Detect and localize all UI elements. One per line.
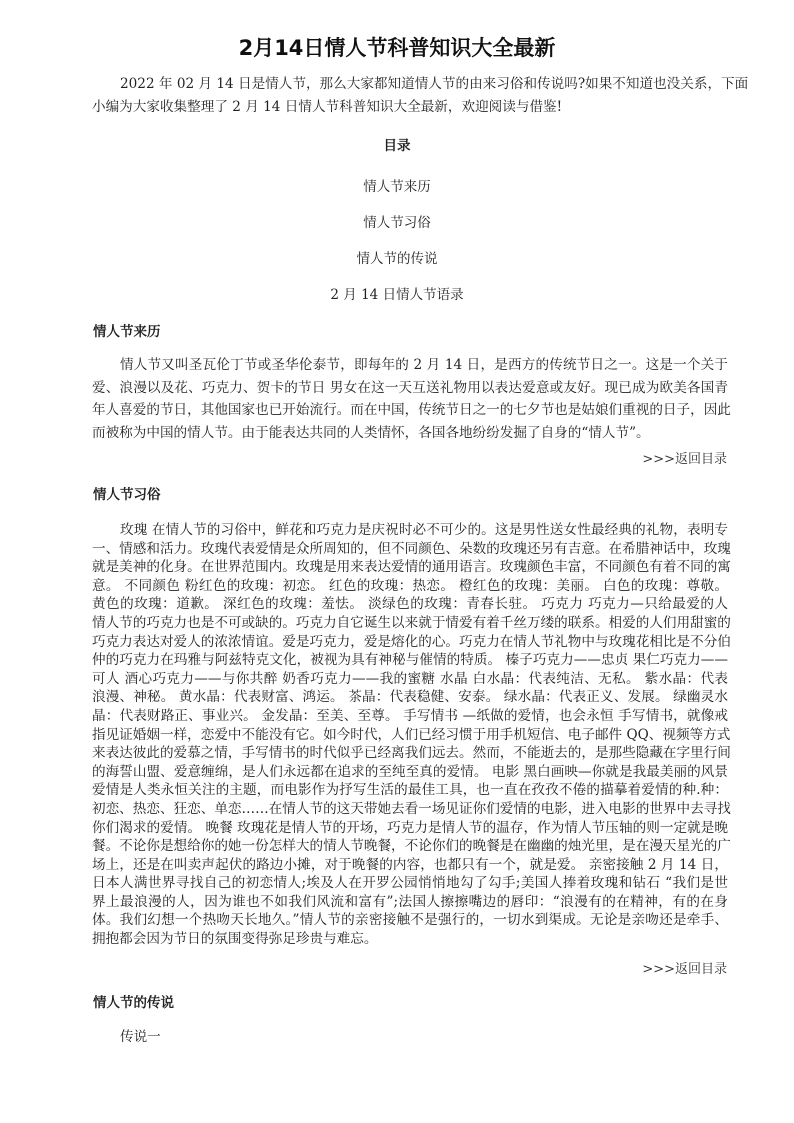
text-line: 情人节又叫圣瓦伦丁节或圣华伦泰节，即每年的 2 月 14 日，是西方的传统节日之一。这是一个关于 bbox=[120, 357, 728, 373]
text-line: 的海誓山盟、爱意缠绵，是人们永远都在追求的至纯至真的爱情。 电影 黑白画映—你就是我最美丽的风景 bbox=[92, 763, 728, 780]
section-heading-origin: 情人节来历 bbox=[93, 324, 161, 340]
text-line: 来表达彼此的爱慕之情，手写情书的时代似乎已经离我们远去。然而，不能逝去的，是那些隐藏在字里行间 bbox=[92, 745, 731, 762]
text-line: 体。我们幻想一个热吻天长地久。”情人节的亲密接触不是强行的，一切水到渠成。无论是亲吻还是牵手、 bbox=[92, 912, 728, 929]
back-to-toc-link[interactable]: >>>返回目录 bbox=[642, 962, 727, 977]
text-line: 拥抱都会因为节日的氛围变得弥足珍贵与难忘。 bbox=[92, 931, 378, 948]
text-line: 日本人满世界寻找自己的初恋情人;埃及人在开罗公园悄悄地勾了勾手;美国人捧着玫瑰和钻石 “我们是世 bbox=[92, 875, 728, 892]
section-paragraph-origin bbox=[92, 354, 731, 444]
text-line: 浪漫、神秘。 黄水晶：代表财富、鸿运。 茶晶：代表稳健、安泰。 绿水晶：代表正义、发展。 绿幽灵水 bbox=[92, 689, 728, 706]
text-line: 情人节的巧克力也是不可或缺的。巧克力自它诞生以来就于情爱有着千丝万缕的联系。相爱的人们用甜蜜的 bbox=[92, 614, 731, 631]
toc-item-origin[interactable]: 情人节来历 bbox=[363, 179, 431, 195]
text-line: 年人喜爱的节日，其他国家也已开始流行。而在中国，传统节日之一的七夕节也是姑娘们重视的日子，因此 bbox=[92, 402, 731, 419]
toc-item-customs[interactable]: 情人节习俗 bbox=[363, 215, 431, 231]
text-line: 意。 不同颜色 粉红色的玫瑰：初恋。 红色的玫瑰：热恋。 橙红色的玫瑰：美丽。 白色的玫瑰：尊敬。 bbox=[92, 577, 728, 594]
text-line: 场上，还是在叫卖声起伏的路边小摊，对于晚餐的内容，也都只有一个，就是爱。 亲密接触 2 月 14 日， bbox=[92, 856, 728, 873]
text-line: 你们渴求的爱情。 晚餐 玫瑰花是情人节的开场，巧克力是情人节的温存，作为情人节压轴的则一定就是晚 bbox=[92, 819, 728, 836]
section-paragraph-legends bbox=[92, 1026, 728, 1049]
text-line: 一、情感和活力。玫瑰代表爱情是众所周知的，但不同颜色、朵数的玫瑰还另有吉意。在希腊神话中，玫瑰 bbox=[92, 540, 731, 557]
text-line: 而被称为中国的情人节。由于能表达共同的人类情怀，各国各地纷纷发掘了自身的“情人节”。 bbox=[92, 424, 650, 441]
toc-item-quotes[interactable]: 2 月 14 日情人节语录 bbox=[330, 287, 464, 303]
text-line: 餐。不论你是想给你的她一份怎样大的情人节晚餐，不论你们的晚餐是在幽幽的烛光里，是在漫天星光的广 bbox=[92, 838, 731, 855]
document-title: 2月14日情人节科普知识大全最新 bbox=[238, 36, 556, 60]
text-line: 可人 酒心巧克力——与你共醉 奶香巧克力——我的蜜糖 水晶 白水晶：代表纯洁、无私。 紫水晶：代表 bbox=[92, 670, 728, 687]
toc-heading: 目录 bbox=[383, 138, 411, 154]
back-to-toc-link[interactable]: >>>返回目录 bbox=[642, 452, 727, 467]
text-line: 爱情是人类永恒关注的主题，而电影作为抒写生活的最佳工具，也一直在孜孜不倦的描摹着爱情的种.种： bbox=[92, 782, 728, 799]
text-line: 界上最浪漫的人，因为谁也不如我们风流和富有”;法国人擦擦嘴边的唇印：“浪漫有的在精神，有的在身 bbox=[92, 893, 728, 910]
text-line: 仲的巧克力在玛雅与阿兹特克文化，被视为具有神秘与催情的特质。 榛子巧克力——忠贞 果仁巧克力—— bbox=[92, 652, 728, 669]
text-line: 黄色的玫瑰：道歉。 深红色的玫瑰：羞怯。 淡绿色的玫瑰：青春长驻。 巧克力 巧克力—只给最爱的人 bbox=[92, 596, 728, 613]
text-line: 指见证婚姻一样，恋爱中不能没有它。如今时代，人们已经习惯于用手机短信、电子邮件 QQ、视频等方式 bbox=[92, 726, 731, 743]
text-line: 传说一 bbox=[120, 1029, 161, 1045]
toc-item-legends[interactable]: 情人节的传说 bbox=[356, 251, 438, 267]
section-heading-legends: 情人节的传说 bbox=[93, 995, 174, 1011]
text-line: 巧克力表达对爱人的浓浓情谊。爱是巧克力，爱是熔化的心。巧克力在情人节礼物中与玫瑰花相比是不分伯 bbox=[92, 633, 731, 650]
text-line: 小编为大家收集整理了 2 月 14 日情人节科普知识大全最新，欢迎阅读与借鉴! bbox=[92, 98, 563, 115]
text-line: 初恋、热恋、狂恋、单恋……在情人节的这天带她去看一场见证你们爱情的电影，进入电影的世界中去寻找 bbox=[92, 800, 731, 817]
text-line: 爱、浪漫以及花、巧克力、贺卡的节日 男女在这一天互送礼物用以表达爱意或友好。现已成为欧美各国青 bbox=[92, 379, 728, 396]
text-line: 晶：代表财路正、事业兴。 金发晶：至美、至尊。 手写情书 —纸做的爱情，也会永恒 手写情书，就像戒 bbox=[92, 707, 728, 724]
text-line: 玫瑰 在情人节的习俗中，鲜花和巧克力是庆祝时必不可少的。这是男性送女性最经典的礼物，表明专 bbox=[120, 522, 728, 538]
section-paragraph-customs bbox=[92, 521, 731, 949]
section-heading-customs: 情人节习俗 bbox=[93, 487, 161, 503]
text-line: 就是美神的化身。在世界范围内。玫瑰是用来表达爱情的通用语言。玫瑰颜色丰富，不同颜色有着不同的寓 bbox=[92, 559, 731, 576]
intro-paragraph bbox=[92, 73, 749, 118]
text-line: 2022 年 02 月 14 日是情人节，那么大家都知道情人节的由来习俗和传说吗?如果不知道也没关系，下面 bbox=[120, 76, 749, 92]
